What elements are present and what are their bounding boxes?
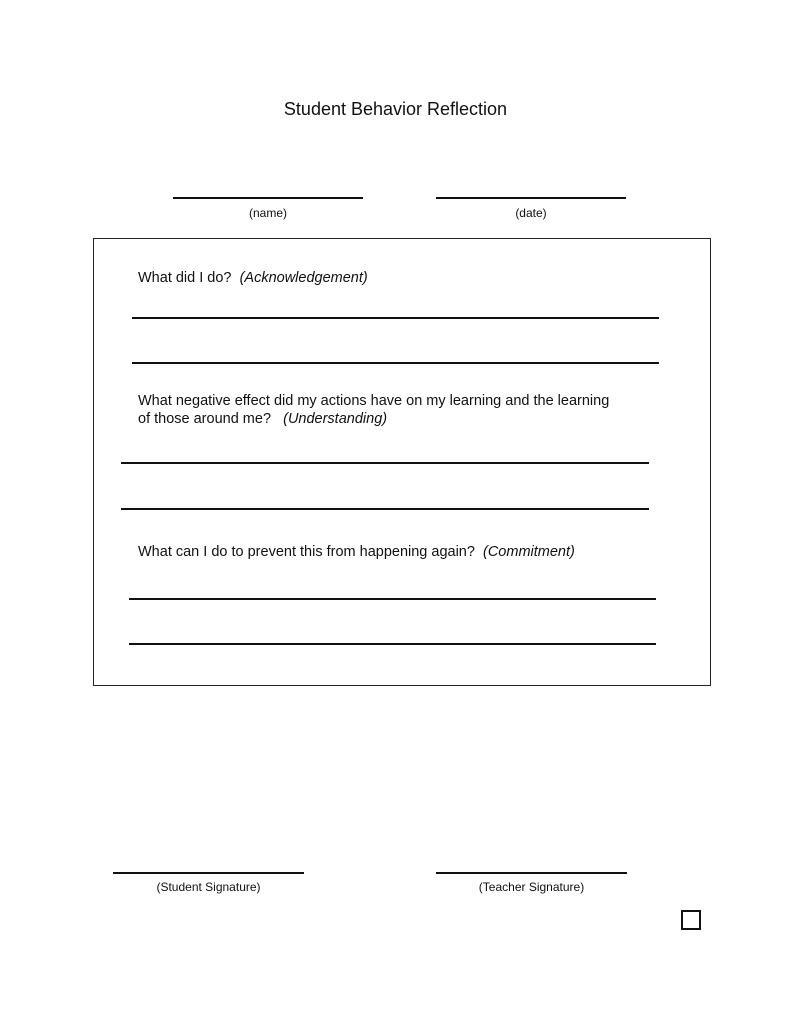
question-acknowledgement — [138, 269, 368, 287]
answer-line[interactable] — [121, 508, 649, 510]
date-field-line[interactable] — [436, 197, 626, 199]
student-signature-line[interactable] — [113, 872, 304, 874]
page-title: Student Behavior Reflection — [283, 99, 508, 119]
teacher-signature-label: (Teacher Signature) — [478, 880, 585, 894]
teacher-signature-line[interactable] — [436, 872, 627, 874]
answer-line[interactable] — [132, 362, 659, 364]
answer-line[interactable] — [129, 598, 656, 600]
answer-line[interactable] — [129, 643, 656, 645]
question-text: What did I do? — [138, 270, 232, 286]
answer-line[interactable] — [132, 317, 659, 319]
question-tag: (Understanding) — [283, 411, 388, 427]
checkbox[interactable] — [681, 910, 701, 930]
name-field-line[interactable] — [173, 197, 363, 199]
question-text-line1: What negative effect did my actions have on my learning and the learning — [138, 393, 610, 409]
question-text-line2: of those around me? — [138, 411, 272, 427]
question-tag: (Commitment) — [483, 544, 575, 560]
name-field-label: (name) — [248, 206, 287, 220]
student-signature-label: (Student Signature) — [156, 880, 261, 894]
question-understanding — [138, 392, 609, 428]
question-commitment — [138, 543, 575, 561]
question-tag: (Acknowledgement) — [239, 270, 368, 286]
answer-line[interactable] — [121, 462, 649, 464]
date-field-label: (date) — [515, 206, 547, 220]
question-text: What can I do to prevent this from happening again? — [138, 544, 475, 560]
